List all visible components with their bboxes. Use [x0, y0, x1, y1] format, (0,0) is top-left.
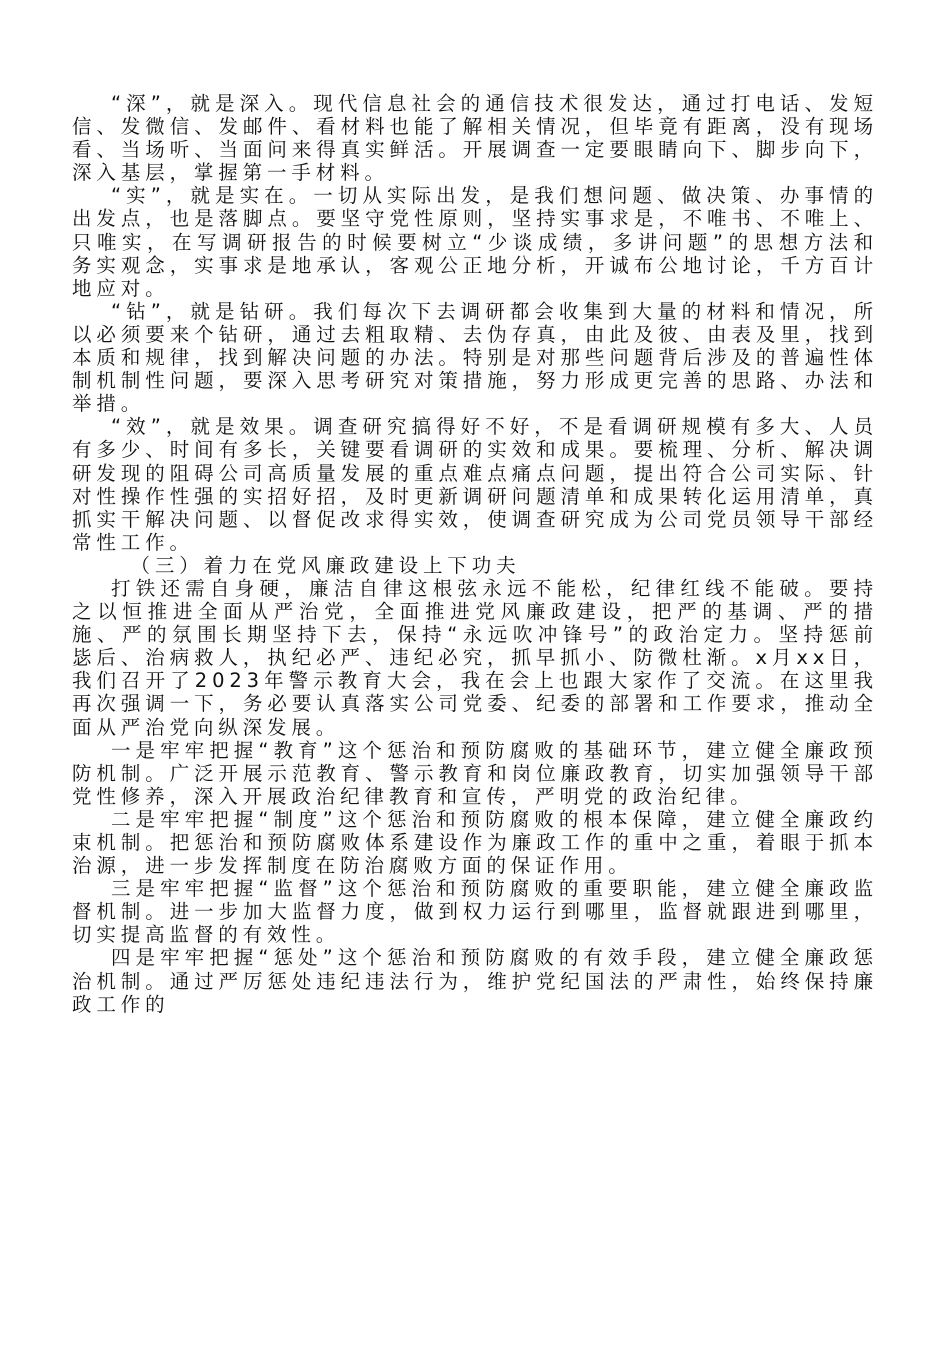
paragraph-supervision: 三是牢牢把握“监督”这个惩治和预防腐败的重要职能，建立健全廉政监督机制。进一步加大监督力度，做到权力运行到哪里，监督就跟进到哪里，切实提高监督的有效性。: [72, 877, 878, 947]
section-heading: （三）着力在党风廉政建设上下功夫: [130, 553, 521, 577]
body-text: [72, 92, 878, 1016]
paragraph-shi: “实”，就是实在。一切从实际出发，是我们想问题、做决策、办事情的出发点，也是落脚点。要坚守党性原则，坚持实事求是，不唯书、不唯上、只唯实，在写调研报告的时候要树立“少谈成绩，多讲问题”的思想方法和务实观念，实事求是地承认，客观公正地分析，开诚布公地讨论，千方百计地应对。: [72, 184, 878, 300]
paragraph-punishment: 四是牢牢把握“惩处”这个惩治和预防腐败的有效手段，建立健全廉政惩治机制。通过严厉惩处违纪违法行为，维护党纪国法的严肃性，始终保持廉政工作的: [72, 946, 878, 1016]
paragraph-education: 一是牢牢把握“教育”这个惩治和预防腐败的基础环节，建立健全廉政预防机制。广泛开展示范教育、警示教育和岗位廉政教育，切实加强领导干部党性修养，深入开展政治纪律教育和宣传，严明党的政治纪律。: [72, 738, 878, 808]
paragraph-integrity: 打铁还需自身硬，廉洁自律这根弦永远不能松，纪律红线不能破。要持之以恒推进全面从严治党，全面推进党风廉政建设，把严的基调、严的措施、严的氛围长期坚持下去，保持“永远吹冲锋号”的政治定力。坚持惩前毖后、治病救人，执纪必严、违纪必究，抓早抓小、防微杜渐。x月xx日，我们召开了2023年警示教育大会，我在会上也跟大家作了交流。在这里我再次强调一下，务必要认真落实公司党委、纪委的部署和工作要求，推动全面从严治党向纵深发展。: [72, 576, 878, 739]
paragraph-system: 二是牢牢把握“制度”这个惩治和预防腐败的根本保障，建立健全廉政约束机制。把惩治和预防腐败体系建设作为廉政工作的重中之重，着眼于抓本治源，进一步发挥制度在防治腐败方面的保证作用。: [72, 807, 878, 878]
paragraph-shen: “深”，就是深入。现代信息社会的通信技术很发达，通过打电话、发短信、发微信、发邮件、看材料也能了解相关情况，但毕竟有距离，没有现场看、当场听、当面问来得真实鲜活。开展调查一定要眼睛向下、脚步向下，深入基层，掌握第一手材料。: [72, 92, 878, 185]
paragraph-zuan: “钻”，就是钻研。我们每次下去调研都会收集到大量的材料和情况，所以必须要来个钻研，通过去粗取精、去伪存真，由此及彼、由表及里，找到本质和规律，找到解决问题的办法。特别是对那些问题背后涉及的普遍性体制机制性问题，要深入思考研究对策措施，努力形成更完善的思路、办法和举措。: [72, 299, 878, 416]
paragraph-xiao: “效”，就是效果。调查研究搞得好不好，不是看调研规模有多大、人员有多少、时间有多长，关键要看调研的实效和成果。要梳理、分析、解决调研发现的阻碍公司高质量发展的重点难点痛点问题，提出符合公司实际、针对性操作性强的实招好招，及时更新调研问题清单和成果转化运用清单，真抓实干解决问题、以督促改求得实效，使调查研究成为公司党员领导干部经常性工作。: [72, 415, 878, 554]
